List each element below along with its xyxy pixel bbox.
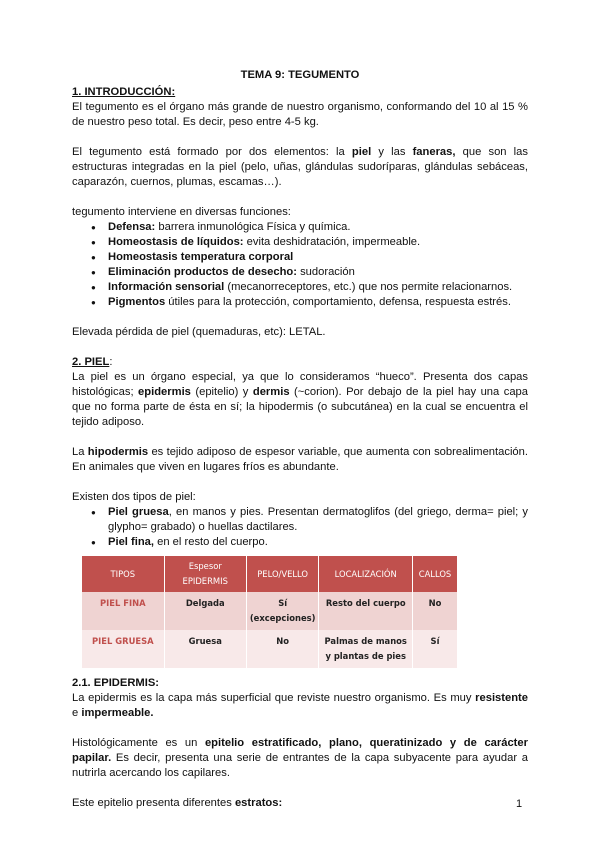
histology-paragraph: Histológicamente es un epitelio estratificado, plano, queratinizado y de carácter papilar. Es decir, presenta una serie de entrantes de la capa subyacente para ayudar a nutrirla acercando los capilares. <box>72 737 528 779</box>
table-header-cell: PELO/VELLO <box>246 556 319 592</box>
tegumento-elements-paragraph: El tegumento está formado por dos elementos: la piel y las faneras, que son las estructuras integradas en la piel (pelo, uñas, glándulas sudoríparas, glándulas sebáceas, caparazón, cuernos, plumas, escamas…). <box>72 146 528 188</box>
table-cell: Resto del cuerpo <box>319 592 413 630</box>
table-header-cell: LOCALIZACIÓN <box>319 556 413 592</box>
intro-paragraph: El tegumento es el órgano más grande de nuestro organismo, conformando del 10 al 15 % de nuestro peso total. Es decir, peso entre 4-5 kg. <box>72 101 528 128</box>
table-row <box>82 592 458 630</box>
skin-types-list <box>72 505 528 550</box>
functions-intro: tegumento interviene en diversas funciones: <box>72 206 291 218</box>
section-2-heading: 2. PIEL <box>72 356 110 368</box>
document-title: TEMA 9: TEGUMENTO <box>240 69 360 81</box>
list-item: ● Homeostasis de líquidos: evita deshidratación, impermeable. <box>108 235 528 250</box>
document-page <box>72 68 528 811</box>
estratos-paragraph: Este epitelio presenta diferentes estratos: <box>72 797 283 809</box>
list-item: ● Homeostasis temperatura corporal <box>108 250 528 265</box>
hipodermis-paragraph: La hipodermis es tejido adiposo de espesor variable, que aumenta con sobrealimentación. En animales que viven en lugares fríos es abundante. <box>72 446 528 473</box>
piel-paragraph: La piel es un órgano especial, ya que lo consideramos “hueco”. Presenta dos capas histológicas; epidermis (epitelio) y dermis (~corion). Por debajo de la piel hay una capa que no forma parte de ésta en sí; la hipodermis (o subcutánea) en la cual se encuentra el tejido adiposo. <box>72 371 528 428</box>
table-cell: No <box>413 592 458 630</box>
skin-types-table <box>82 556 458 668</box>
table-cell: Palmas de manos y plantas de pies <box>319 630 413 668</box>
epidermis-paragraph: La epidermis es la capa más superficial que reviste nuestro organismo. Es muy resistente e impermeable. <box>72 692 528 719</box>
table-header-cell: CALLOS <box>413 556 458 592</box>
letal-paragraph: Elevada pérdida de piel (quemaduras, etc): LETAL. <box>72 326 326 338</box>
table-cell: PIEL FINA <box>82 592 164 630</box>
skin-types-intro: Existen dos tipos de piel: <box>72 491 196 503</box>
table-cell: Delgada <box>164 592 246 630</box>
list-item: ● Información sensorial (mecanorreceptores, etc.) que nos permite relacionarnos. <box>108 280 528 295</box>
table-row <box>82 630 458 668</box>
section-2-1-heading: 2.1. EPIDERMIS: <box>72 677 160 689</box>
table-cell: PIEL GRUESA <box>82 630 164 668</box>
list-item: ● Piel fina, en el resto del cuerpo. <box>108 535 528 550</box>
table-cell: Sí (excepciones) <box>246 592 319 630</box>
page-number: 1 <box>516 798 523 810</box>
table-cell: Gruesa <box>164 630 246 668</box>
list-item: ● Pigmentos útiles para la protección, comportamiento, defensa, respuesta estrés. <box>108 295 528 310</box>
list-item: ● Defensa: barrera inmunológica Física y química. <box>108 220 528 235</box>
functions-list <box>72 220 528 310</box>
table-cell: No <box>246 630 319 668</box>
list-item: ● Piel gruesa, en manos y pies. Presentan dermatoglifos (del griego, derma= piel; y glypho= grabado) o huellas dactilares. <box>108 505 528 535</box>
section-1-heading: 1. INTRODUCCIÓN: <box>72 86 176 98</box>
section-2-heading-line: 2. PIEL: <box>72 356 113 368</box>
table-header-cell: Espesor EPIDERMIS <box>164 556 246 592</box>
list-item: ● Eliminación productos de desecho: sudoración <box>108 265 528 280</box>
table-cell: Sí <box>413 630 458 668</box>
table-header-row <box>82 556 458 592</box>
table-header-cell: TIPOS <box>82 556 164 592</box>
